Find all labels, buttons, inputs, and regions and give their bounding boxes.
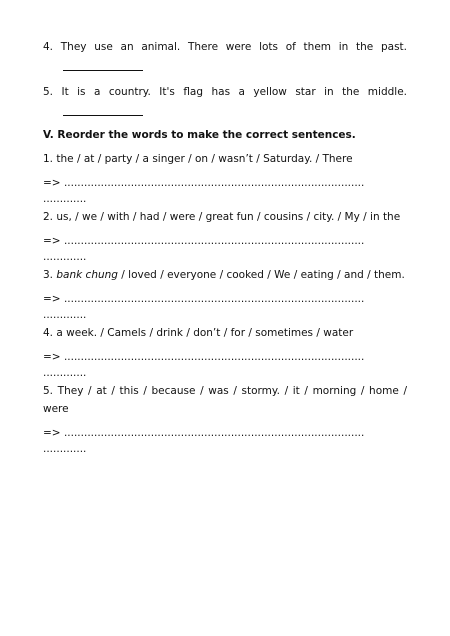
question-number: 3.: [43, 269, 54, 281]
question-text: / loved / everyone / cooked / We / eating / and / them.: [121, 269, 405, 281]
section-heading: V. Reorder the words to make the correct sentences.: [43, 129, 356, 141]
answer-dots: ..........................................................................................: [63, 351, 365, 363]
answer-dots: ..........................................................................................: [63, 427, 365, 439]
answer-blank[interactable]: [63, 103, 143, 116]
answer-dots-tail: .............: [43, 193, 87, 205]
answer-dots: ..........................................................................................: [63, 293, 365, 305]
question-number: 5.: [43, 385, 54, 397]
answer-dots: ..........................................................................................: [63, 235, 365, 247]
question-number: 4.: [43, 327, 54, 339]
question-number: 2.: [43, 211, 54, 223]
answer-arrow: =>: [43, 427, 61, 439]
question-4: [43, 324, 407, 380]
answer-dots-tail: .............: [43, 443, 87, 455]
worksheet-page: [43, 38, 407, 456]
answer-blank[interactable]: [63, 58, 143, 71]
question-number: 1.: [43, 153, 54, 165]
answer-dots-tail: .............: [43, 309, 87, 321]
prev-item-text: It is a country. It's flag has a yellow star in the middle.: [61, 86, 407, 98]
answer-line[interactable]: [43, 232, 407, 250]
answer-dots: ..........................................................................................: [63, 177, 365, 189]
question-text: us, / we / with / had / were / great fun / cousins / city. / My / in the: [56, 211, 401, 223]
answer-arrow: =>: [43, 235, 61, 247]
question-5: [43, 382, 407, 456]
prev-item-number: 5.: [43, 86, 54, 98]
answer-arrow: =>: [43, 293, 61, 305]
answer-arrow: =>: [43, 351, 61, 363]
question-text: a week. / Camels / drink / don’t / for / sometimes / water: [56, 327, 354, 339]
answer-dots-tail: .............: [43, 251, 87, 263]
answer-line[interactable]: [43, 348, 407, 366]
question-italic-term: bank chung: [56, 269, 118, 281]
question-2: [43, 208, 407, 264]
prev-item-5: [43, 83, 407, 116]
question-text: the / at / party / a singer / on / wasn’t / Saturday. / There: [56, 153, 353, 165]
answer-line[interactable]: [43, 174, 407, 192]
prev-item-4: [43, 38, 407, 71]
answer-line[interactable]: [43, 290, 407, 308]
prev-item-text: They use an animal. There were lots of them in the past.: [60, 41, 407, 53]
answer-arrow: =>: [43, 177, 61, 189]
answer-line[interactable]: [43, 424, 407, 442]
question-1: [43, 150, 407, 206]
question-3: [43, 266, 407, 322]
question-text: They / at / this / because / was / stormy. / it / morning / home / were: [43, 385, 407, 415]
answer-dots-tail: .............: [43, 367, 87, 379]
prev-item-number: 4.: [43, 41, 54, 53]
